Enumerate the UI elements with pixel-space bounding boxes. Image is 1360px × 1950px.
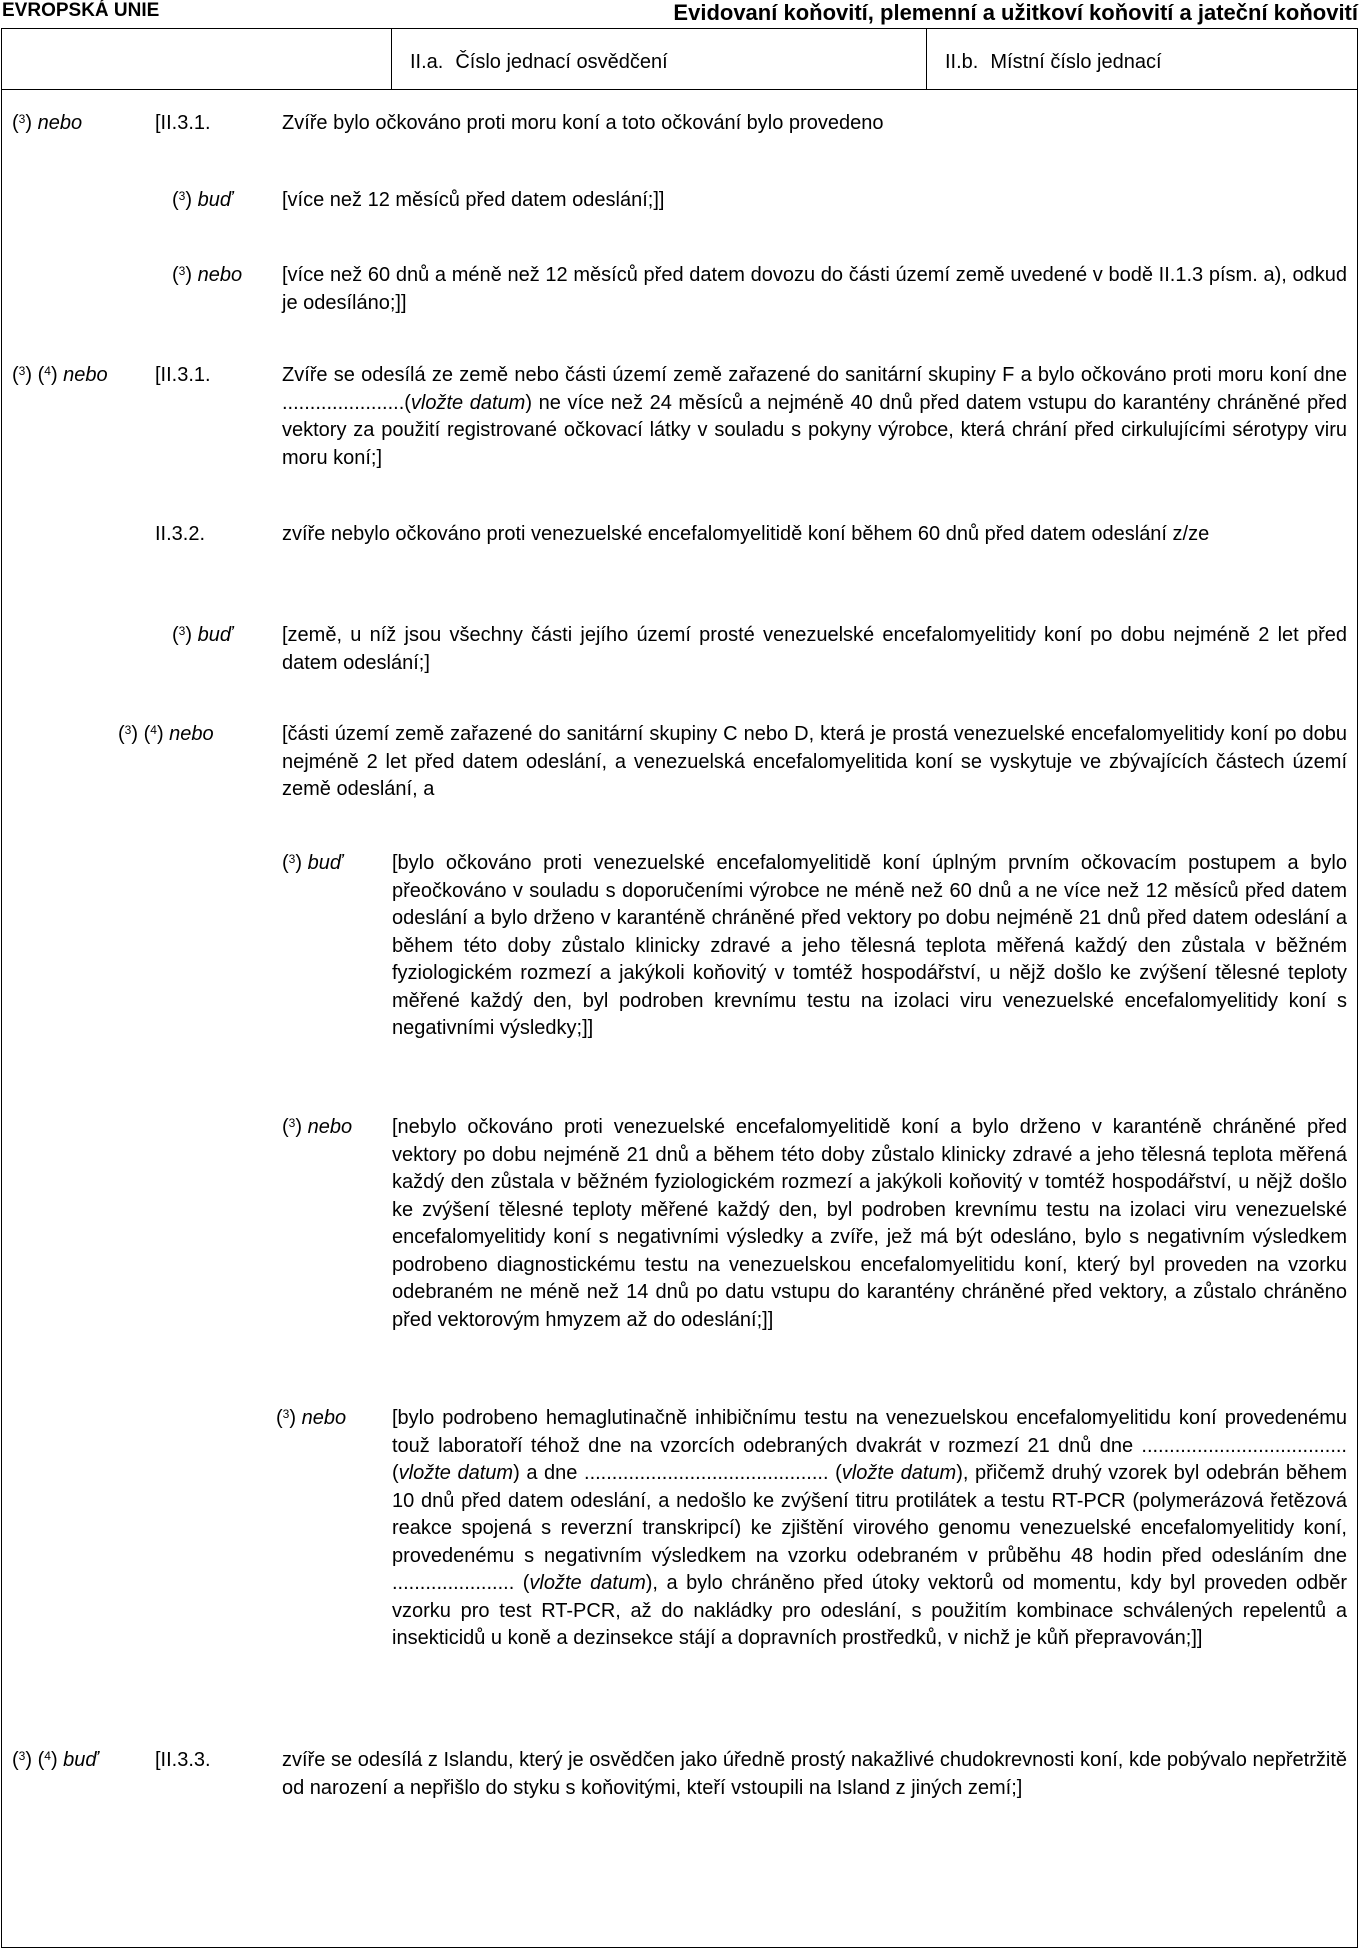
s1-text: Zvíře bylo očkováno proti moru koní a toto očkování bylo provedeno [282, 112, 884, 134]
s4-ref: [II.3.3. [155, 1749, 211, 1771]
s3-sub2-text: [nebylo očkováno proti venezuelské encefalomyelitidě koní a bylo drženo v karanténě chráněné před vektory po dobu nejméně 21 dnů a během této doby zůstalo klinicky zdravé a jeho tělesná teplota měřená každý den zůstala v běžném fyziologickém rozmezí a jakýkoli koňovitý v tomtéž hospodářství, u nějž došlo ke zvýšení tělesné teploty měřené každý den, byl podroben krevnímu testu na izolaci viru venezuelské encefalomyelitidy koní s negativními výsledky a zvíře, jež má být odesláno, bylo s negativním výsledkem podrobeno diagnostickému testu na venezuelskou encefalomyelitidu koní, který byl proveden na vzorku odebraném ne méně než 14 dnů po datu vstupu do karantény chráněné před vektory, a zůstalo chráněno před vektorovým hmyzem až do odeslání;]] [392, 1116, 1347, 1331]
s4-marker: ($^3$) ($^4$) buď [12, 1749, 98, 1771]
s3-ref: II.3.2. [155, 523, 206, 545]
ref-a-label: Číslo jednací osvědčení [455, 51, 668, 73]
s3-opt2-marker: ($^3$) ($^4$) nebo [118, 723, 214, 745]
s3-text: zvíře nebylo očkováno proti venezuelské encefalomyelitidě koní během 60 dnů před datem odeslání z/ze [282, 523, 1210, 545]
certificate-ref-cell [392, 29, 927, 89]
s2-marker: ($^3$) ($^4$) nebo [12, 364, 108, 386]
ref-b-code: II.b. [945, 51, 979, 73]
s3-sub3-text: [bylo podrobeno hemaglutinačně inhibičnímu testu na venezuelskou encefalomyelitidu koní provedenému touž laboratoří téhož dne na vzorcích odebraných dvakrát v rozmezí 21 dnů dne ..................................... (vložte datum) a dne ............................................ (vložte datum), přičemž druhý vzorek byl odebrán během 10 dnů před datem odeslání, a nedošlo ke zvýšení titru protilátek a testu RT-PCR (polymerázová řetězová reakce spojená s reverzní transkripcí) ke zjištění virového genomu venezuelské encefalomyelitidy koní, provedenému s negativním výsledkem na vzorku odebraném v průběhu 48 hodin před odesláním dne ...................... (vložte datum), a bylo chráněno před útoky vektorů od momentu, kdy byl proveden odběr vzorku pro test RT-PCR, až do nakládky pro odeslání, s použitím kombinace schválených repelentů a insekticidů u koně a dezinsekce stájí a dopravních prostředků, v nichž je kůň přepravován;]] [392, 1407, 1348, 1649]
s1-opt1-marker: ($^3$) buď [172, 189, 233, 211]
local-ref-cell [927, 29, 1357, 89]
header-blank-cell [2, 29, 392, 89]
s3-opt1-text: [země, u níž jsou všechny části jejího území prosté venezuelské encefalomyelitidy koní po dobu nejméně 2 let před datem odeslání;] [282, 624, 1347, 674]
s2-ref: [II.3.1. [155, 364, 211, 386]
s3-sub2-marker: ($^3$) nebo [282, 1116, 353, 1138]
eu-label: EVROPSKÁ UNIE [2, 0, 160, 21]
document-title: Evidovaní koňovití, plemenní a užitkoví koňovití a jateční koňovití [673, 0, 1358, 25]
s3-sub1-text: [bylo očkováno proti venezuelské encefalomyelitidě koní úplným prvním očkovacím postupem a bylo přeočkováno v souladu s doporučeními výrobce ne méně než 60 dnů a ne více než 12 měsíců před datem odeslání a bylo drženo v karanténě chráněné před vektory po dobu nejméně 21 dnů před datem odeslání a během této doby zůstalo klinicky zdravé a jeho tělesná teplota měřená každý den zůstala v běžném fyziologickém rozmezí a jakýkoli koňovitý v tomtéž hospodářství, u nějž došlo ke zvýšení tělesné teploty měřené každý den, byl podroben krevnímu testu na izolaci viru venezuelské encefalomyelitidy koní s negativními výsledky;]] [392, 852, 1347, 1039]
s3-sub1-marker: ($^3$) buď [282, 852, 343, 874]
s1-ref: [II.3.1. [155, 112, 211, 134]
s3-opt1-marker: ($^3$) buď [172, 624, 233, 646]
reference-header [2, 29, 1357, 90]
s2-text: Zvíře se odesílá ze země nebo části území země zařazené do sanitární skupiny F a bylo očkováno proti moru koní dne ......................(vložte datum) ne více než 24 měsíců a nejméně 40 dnů před datem vstupu do karantény chráněné před vektory za použití registrované očkovací látky v souladu s pokyny výrobce, která chrání před cirkulujícími sérotypy viru moru koní;] [282, 364, 1348, 469]
ref-a-code: II.a. [410, 51, 444, 73]
s3-sub3-marker: ($^3$) nebo [276, 1407, 347, 1429]
ref-b-label: Místní číslo jednací [990, 51, 1162, 73]
s3-opt2-text: [části území země zařazené do sanitární skupiny C nebo D, která je prostá venezuelské encefalomyelitidy koní po dobu nejméně 2 let před datem odeslání, a venezuelská encefalomyelitida koní se vyskytuje ve zbývajících částech území země odeslání, a [282, 723, 1347, 800]
s1-opt2-text: [více než 60 dnů a méně než 12 měsíců před datem dovozu do části území země uvedené v bodě II.1.3 písm. a), odkud je odesíláno;]] [282, 264, 1347, 314]
s1-marker: ($^3$) nebo [12, 112, 83, 134]
s1-opt2-marker: ($^3$) nebo [172, 264, 243, 286]
s1-opt1-text: [více než 12 měsíců před datem odeslání;]] [282, 189, 665, 211]
s4-text: zvíře se odesílá z Islandu, který je osvědčen jako úředně prostý nakažlivé chudokrevnosti koní, kde pobývalo nepřetržitě od narození a nepřišlo do styku s koňovitými, kteří vstoupili na Island z jiných zemí;] [282, 1749, 1347, 1799]
